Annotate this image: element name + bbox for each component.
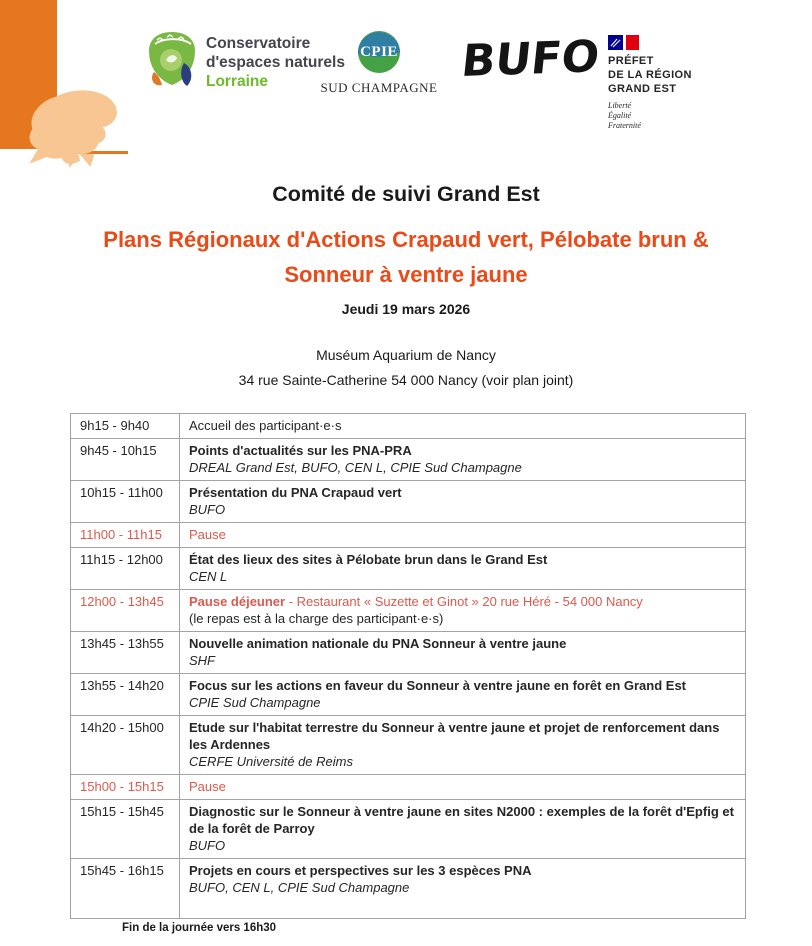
agenda-content-cell [180,859,746,919]
agenda-content-cell [180,481,746,523]
agenda-content-cell [180,590,746,632]
agenda-item-title-suffix: - Restaurant « Suzette et Ginot » 20 rue Héré - 54 000 Nancy [285,594,643,609]
agenda-content-cell [180,632,746,674]
cen-emblem-icon [145,30,199,90]
agenda-content-cell [180,414,746,439]
french-flag-icon [608,35,692,50]
svg-text:CPIE: CPIE [360,44,398,60]
agenda-item-title-main: Présentation du PNA Crapaud vert [189,485,402,500]
agenda-table-body [71,414,746,919]
agenda-content-cell [180,548,746,590]
agenda-item-title [189,442,736,459]
agenda-time: 11h15 - 12h00 [80,552,163,567]
agenda-content-cell [180,523,746,548]
agenda-row [71,859,746,919]
motto-liberte: Liberté [608,101,632,110]
agenda-time-cell [71,590,180,632]
agenda-item-title-main: Pause déjeuner [189,594,286,609]
agenda-item-title [189,593,736,610]
agenda-time: 10h15 - 11h00 [80,485,163,500]
agenda-row [71,674,746,716]
agenda-item-title-main: Points d'actualités sur les PNA-PRA [189,443,412,458]
agenda-time: 14h20 - 15h00 [80,720,164,735]
agenda-time-cell [71,775,180,800]
marianne-icon [608,35,623,50]
agenda-row [71,523,746,548]
agenda-time-cell [71,439,180,481]
motto-fraternite: Fraternité [608,121,641,130]
agenda-time-cell [71,716,180,775]
agenda-item-org: BUFO [189,502,226,517]
agenda-item-org: CEN L [189,569,228,584]
agenda-time: 15h45 - 16h15 [80,863,164,878]
page-title: Comité de suivi Grand Est [272,182,540,206]
agenda-time-cell [71,800,180,859]
agenda-item-note: (le repas est à la charge des participant·e·s) [189,611,444,626]
end-of-day-note: Fin de la journée vers 16h30 [122,922,277,934]
agenda-item-org: CPIE Sud Champagne [189,695,321,710]
agenda-time: 9h45 - 10h15 [80,443,157,458]
agenda-time: 13h55 - 14h20 [80,678,164,693]
agenda-content-cell [180,775,746,800]
agenda-content-cell [180,439,746,481]
agenda-item-title [189,551,736,568]
agenda-time-cell [71,414,180,439]
page-subtitle-line1: Plans Régionaux d'Actions Crapaud vert, Pélobate brun & [103,227,709,252]
agenda-row [71,439,746,481]
prefet-line1: PRÉFET [608,55,654,67]
agenda-item-title-main: Projets en cours et perspectives sur les 3 espèces PNA [189,863,532,878]
agenda-time: 9h15 - 9h40 [80,418,150,433]
agenda-content-cell [180,716,746,775]
agenda-row [71,632,746,674]
agenda-time: 15h15 - 15h45 [80,804,164,819]
toad-silhouette-icon [16,78,130,168]
agenda-item-title [189,862,736,879]
agenda-time: 15h00 - 15h15 [80,779,164,794]
page-subtitle [0,222,812,292]
cpie-sud-champagne-logo [320,30,438,96]
agenda-item-title [189,719,736,753]
prefet-line2: DE LA RÉGION [608,69,692,81]
agenda-row [71,481,746,523]
agenda-item-org: CERFE Université de Reims [189,754,353,769]
meeting-date: Jeudi 19 mars 2026 [341,301,471,317]
agenda-item-org: SHF [189,653,215,668]
agenda-time-cell [71,548,180,590]
agenda-item-title [189,778,736,795]
agenda-content-cell [180,800,746,859]
agenda-item-title-main: Etude sur l'habitat terrestre du Sonneur à ventre jaune et projet de renforcement dans les Ardennes [189,720,720,752]
agenda-item-title [189,677,736,694]
venue-address: 34 rue Sainte-Catherine 54 000 Nancy (voir plan joint) [238,372,574,388]
agenda-item-title-main: Nouvelle animation nationale du PNA Sonneur à ventre jaune [189,636,567,651]
agenda-row [71,775,746,800]
agenda-time: 12h00 - 13h45 [80,594,164,609]
agenda-item-title-main: Focus sur les actions en faveur du Sonneur à ventre jaune en forêt en Grand Est [189,678,687,693]
agenda-item-title [189,803,736,837]
cpie-globe-icon [357,30,401,74]
agenda-item-title-main: Diagnostic sur le Sonneur à ventre jaune en sites N2000 : exemples de la forêt d'Epfig et de la forêt de Parroy [189,804,734,836]
agenda-row [71,548,746,590]
agenda-row [71,414,746,439]
agenda-time-cell [71,674,180,716]
agenda-content-cell [180,674,746,716]
agenda-item-title-main: Pause [189,527,226,542]
page-subtitle-line2: Sonneur à ventre jaune [284,262,528,287]
cen-logo-region: Lorraine [206,73,269,90]
agenda-item-title [189,635,736,652]
agenda-time-cell [71,632,180,674]
cen-logo-line2: d'espaces naturels [206,54,345,71]
agenda-item-title [189,484,736,501]
meeting-venue [0,343,812,393]
agenda-time: 13h45 - 13h55 [80,636,164,651]
bufo-logo: BUFO [459,31,602,87]
prefet-grand-est-logo [608,35,692,131]
agenda-item-title-main: État des lieux des sites à Pélobate brun dans le Grand Est [189,552,548,567]
agenda-time-cell [71,481,180,523]
agenda-item-title [189,526,736,543]
agenda-table [70,413,746,919]
agenda-time: 11h00 - 11h15 [80,527,162,542]
agenda-item-title [189,417,736,434]
agenda-item-org: BUFO, CEN L, CPIE Sud Champagne [189,880,410,895]
agenda-time-cell [71,859,180,919]
cen-lorraine-logo [145,30,345,91]
agenda-row [71,800,746,859]
agenda-item-org: DREAL Grand Est, BUFO, CEN L, CPIE Sud Champagne [189,460,522,475]
agenda-row [71,716,746,775]
cen-logo-line1: Conservatoire [206,35,311,52]
venue-name: Muséum Aquarium de Nancy [316,347,496,363]
prefet-line3: GRAND EST [608,83,677,95]
agenda-item-title-main: Accueil des participant·e·s [189,418,342,433]
motto-egalite: Égalité [608,111,632,120]
agenda-item-title-main: Pause [189,779,226,794]
cpie-logo-caption: SUD CHAMPAGNE [320,80,438,95]
agenda-row [71,590,746,632]
agenda-time-cell [71,523,180,548]
agenda-item-org: BUFO [189,838,226,853]
